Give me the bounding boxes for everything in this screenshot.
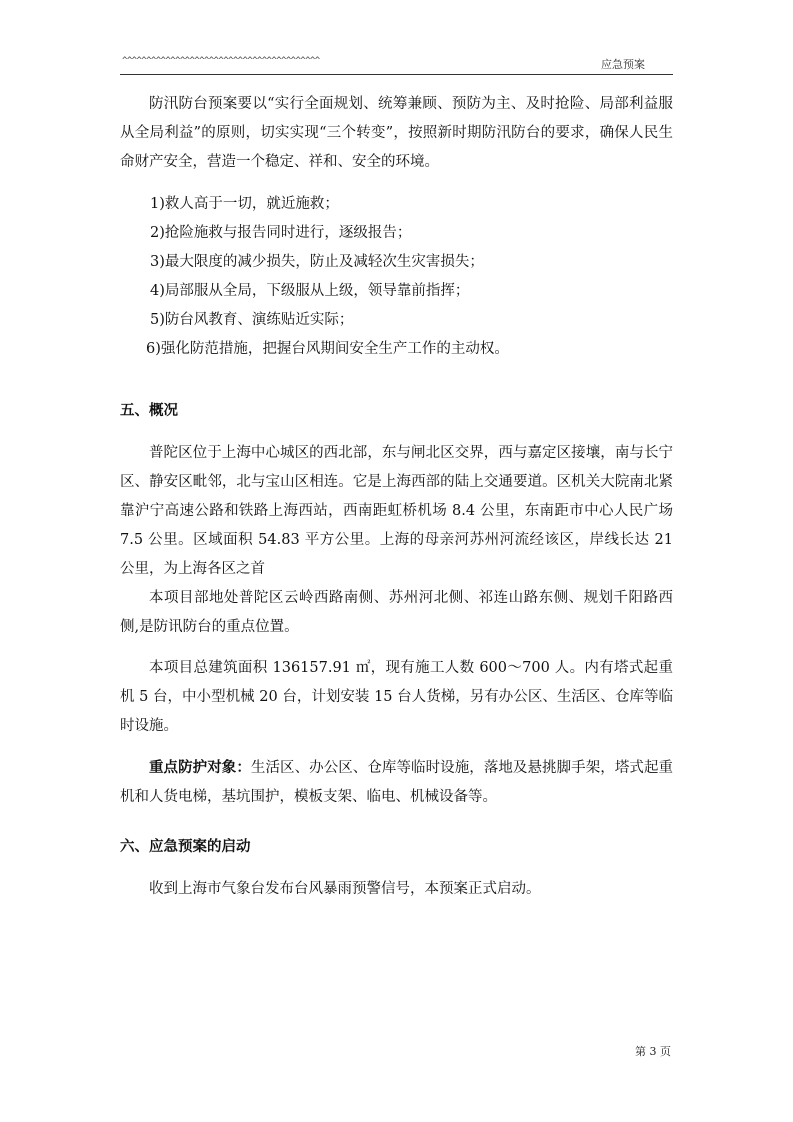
principles-list — [120, 190, 673, 364]
header-decoration: ^^^^^^^^^^^^^^^^^^^^^^^^^^^^^^^^^^^^^^^^^ — [122, 56, 320, 66]
page-header — [120, 52, 673, 75]
protection-body: 生活区、办公区、仓库等临时设施，落地及悬挑脚手架，塔式起重机和人货电梯，基坑围护，模板支架、临电、机械设备等。 — [120, 760, 674, 805]
page-number: 第 3 页 — [635, 1045, 671, 1058]
list-item: 6)强化防范措施，把握台风期间安全生产工作的主动权。 — [146, 341, 509, 357]
header-title: 应急预案 — [601, 58, 645, 71]
list-item: 3)最大限度的减少损失，防止及减轻次生灾害损失； — [150, 254, 484, 270]
document-body — [120, 90, 673, 904]
list-item: 1)救人高于一切，就近施救； — [150, 196, 339, 212]
overview-paragraph-scale: 本项目总建筑面积 136157.91 ㎡，现有施工人数 600～700 人。内有塔式起重机 5 台，中小型机械 20 台，计划安装 15 台人货梯，另有办公区、生活区、仓库等临时设施。 — [120, 660, 673, 734]
list-item: 5)防台风教育、演练贴近实际； — [150, 312, 354, 328]
intro-paragraph: 防汛防台预案要以“实行全面规划、统筹兼顾、预防为主、及时抢险、局部利益服从全局利益”的原则，切实实现“三个转变”，按照新时期防汛防台的要求，确保人民生命财产安全，营造一个稳定、祥和、安全的环境。 — [120, 96, 673, 170]
overview-paragraph-protection — [120, 753, 673, 812]
overview-paragraph-location: 普陀区位于上海中心城区的西北部，东与闸北区交界，西与嘉定区接壤，南与长宁区、静安区毗邻，北与宝山区相连。它是上海西部的陆上交通要道。区机关大院南北紧靠沪宁高速公路和铁路上海西站，西南距虹桥机场 8.4 公里，东南距市中心人民广场 7.5 公里。区域面积 54.83 平方公里。上海的母亲河苏州河流经该区，岸线长达 21 公里，为上海各区之首 — [120, 445, 673, 577]
section-heading-activation: 六、应急预案的启动 — [120, 839, 251, 855]
activation-paragraph: 收到上海市气象台发布台风暴雨预警信号，本预案正式启动。 — [149, 881, 541, 897]
list-item: 4)局部服从全局，下级服从上级，领导靠前指挥； — [150, 283, 470, 299]
protection-lead: 重点防护对象： — [149, 759, 251, 776]
section-heading-overview: 五、概况 — [120, 403, 178, 419]
list-item: 2)抢险施救与报告同时进行，逐级报告； — [150, 225, 412, 241]
overview-paragraph-site: 本项目部地处普陀区云岭西路南侧、苏州河北侧、祁连山路东侧、规划千阳路西侧,是防讯防台的重点位置。 — [120, 590, 673, 635]
